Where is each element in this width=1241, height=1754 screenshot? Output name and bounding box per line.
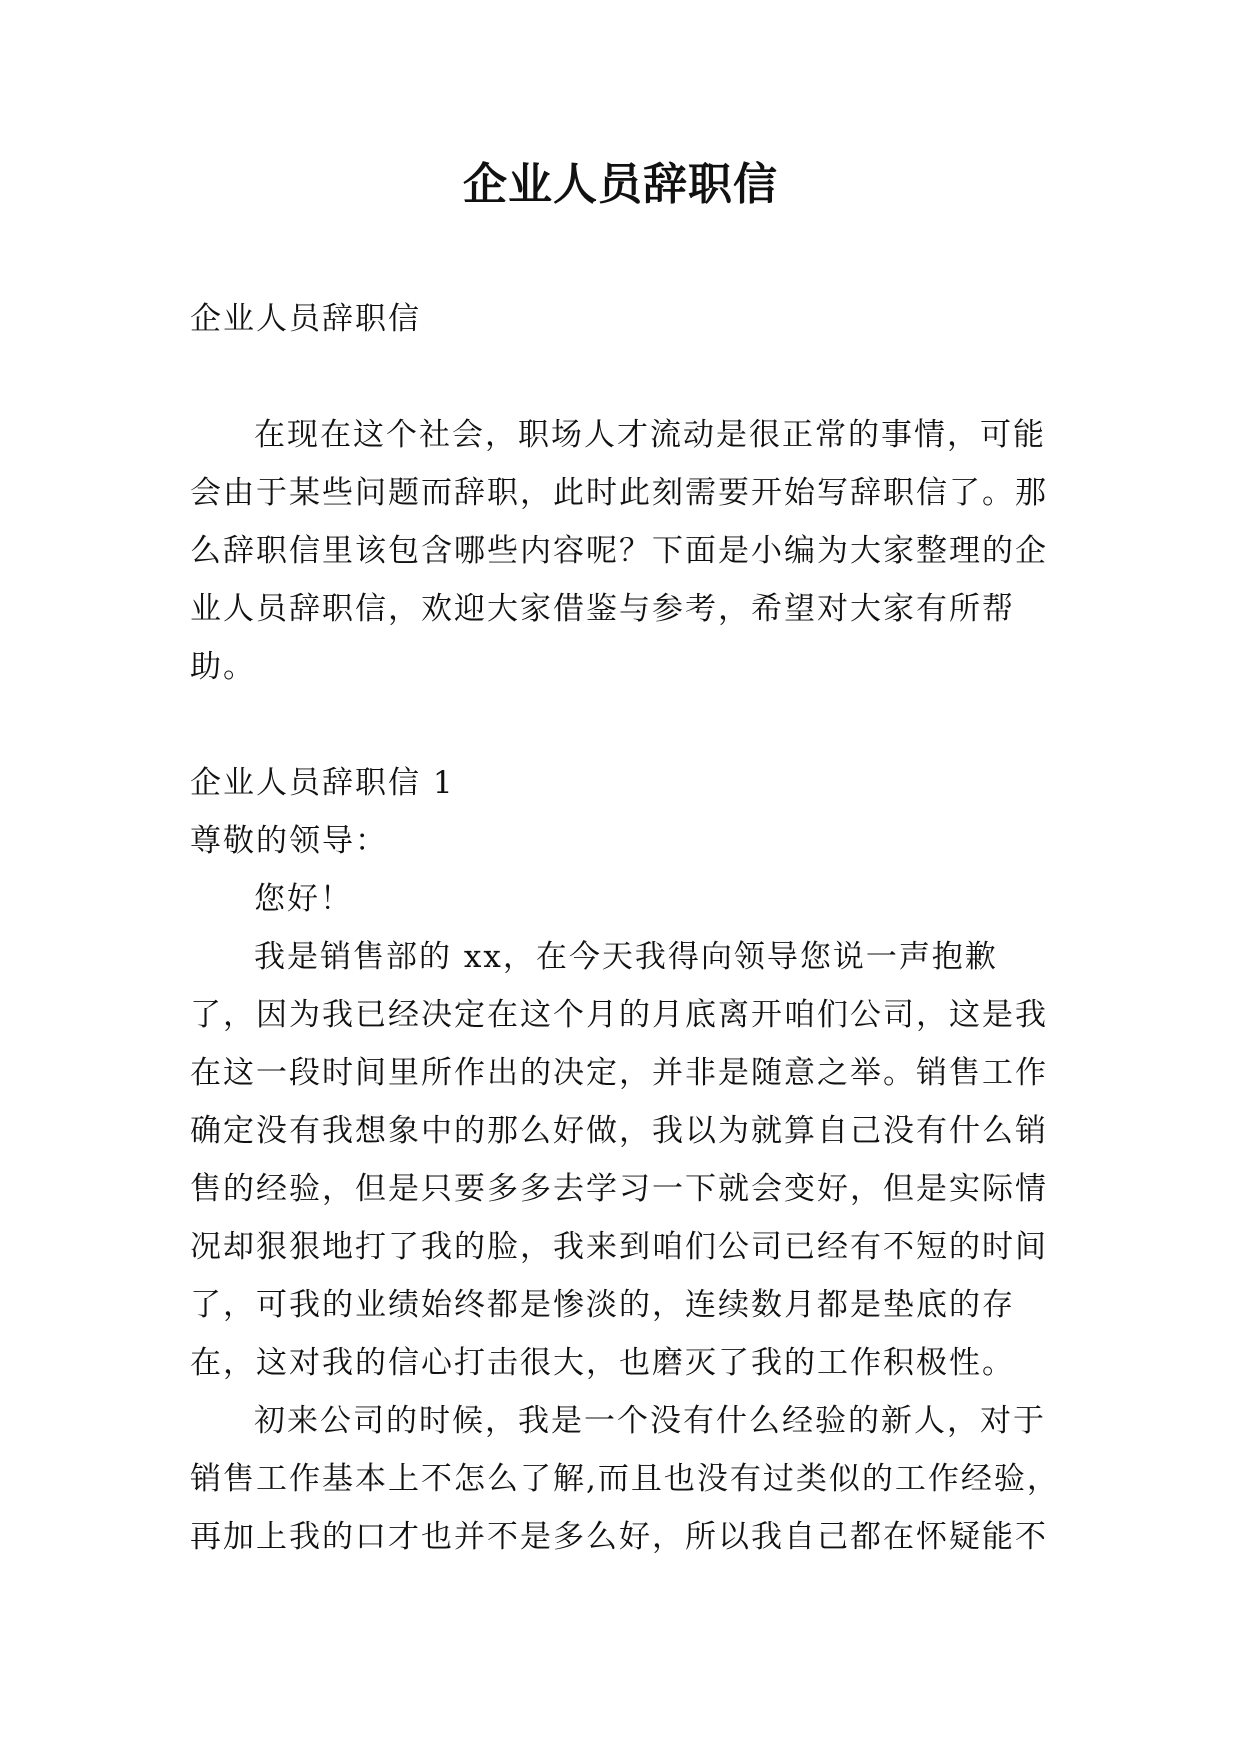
document-body — [190, 290, 1060, 1566]
body-paragraph: 初来公司的时候，我是一个没有什么经验的新人，对于销售工作基本上不怎么了解,而且也没有过类似的工作经验，再加上我的口才也并不是多么好，所以我自己都在怀疑能不 — [190, 1403, 1060, 1555]
body-paragraph: 我是销售部的 xx，在今天我得向领导您说一声抱歉了，因为我已经决定在这个月的月底离开咱们公司，这是我在这一段时间里所作出的决定，并非是随意之举。销售工作确定没有我想象中的那么好做，我以为就算自己没有什么销售的经验，但是只要多多去学习一下就会变好，但是实际情况却狠狠地打了我的脸，我来到咱们公司已经有不短的时间了，可我的业绩始终都是惨淡的，连续数月都是垫底的存在，这对我的信心打击很大，也磨灭了我的工作积极性。 — [190, 939, 1048, 1381]
section-heading: 企业人员辞职信 1 — [190, 765, 455, 801]
document-title: 企业人员辞职信 — [463, 159, 778, 210]
document-subtitle: 企业人员辞职信 — [190, 301, 421, 337]
intro-paragraph: 在现在这个社会，职场人才流动是很正常的事情，可能会由于某些问题而辞职，此时此刻需要开始写辞职信了。那么辞职信里该包含哪些内容呢？下面是小编为大家整理的企业人员辞职信，欢迎大家借鉴与参考，希望对大家有所帮助。 — [190, 417, 1048, 685]
greeting: 您好！ — [254, 881, 353, 917]
salutation: 尊敬的领导： — [190, 823, 388, 859]
